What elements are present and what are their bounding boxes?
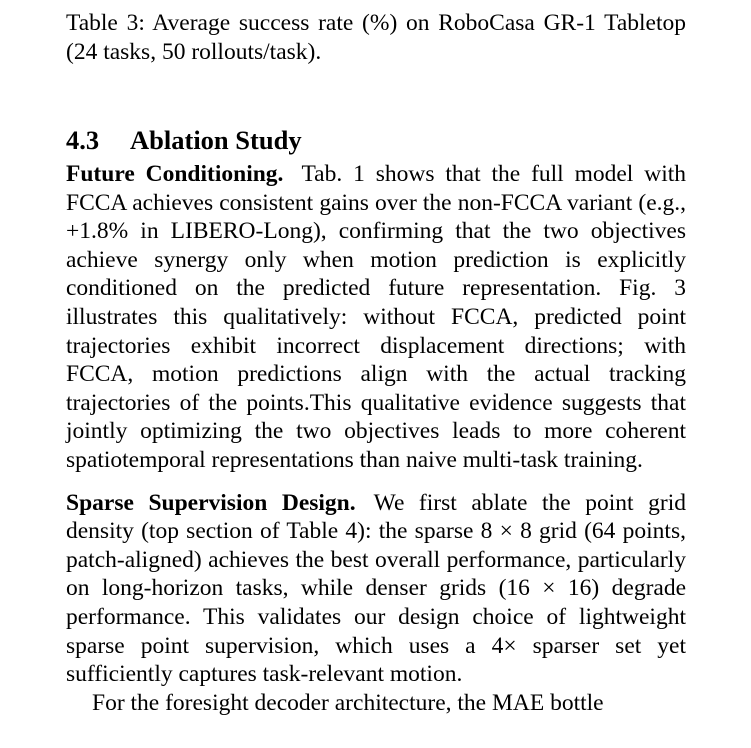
paragraph-text: For the foresight decoder architecture, the MAE bottle bbox=[92, 689, 604, 716]
paragraph-text: We first ablate the point grid density (top section of Table 4): the sparse 8 × 8 grid (64 points, patch-aligned) achieves the best overall performance, particularly on long-horizon tasks, while denser grids (16 × 16) degrade performance. This validates our design choice of lightweight sparse point supervision, which uses a 4× sparser set yet sufficiently captures task-relevant motion. bbox=[66, 489, 686, 688]
paper-page bbox=[66, 9, 686, 717]
section-heading bbox=[66, 124, 686, 156]
paragraph-decoder-architecture bbox=[66, 689, 686, 718]
paragraph-future-conditioning bbox=[66, 160, 686, 475]
paragraph-heading: Future Conditioning. bbox=[66, 161, 284, 187]
paragraph-text: Tab. 1 shows that the full model with FCCA achieves consistent gains over the non-FCCA variant (e.g., +1.8% in LIBERO-Long), confirming that the two objectives achieve synergy only when motion prediction is explicitly conditioned on the predicted future representation. Fig. 3 illustrates this qualitatively: without FCCA, predicted point trajectories exhibit incorrect displacement directions; with FCCA, motion predictions align with the actual tracking trajectories of the points.This qualitative evidence suggests that jointly optimizing the two objectives leads to more coherent spatiotemporal representations than naive multi-task training. bbox=[66, 161, 686, 473]
section-title: Ablation Study bbox=[130, 125, 302, 155]
section-number: 4.3 bbox=[66, 125, 100, 155]
paragraph-heading: Sparse Supervision Design. bbox=[66, 489, 356, 516]
paragraph-sparse-supervision bbox=[66, 489, 686, 689]
table-caption: Table 3: Average success rate (%) on RoboCasa GR-1 Tabletop (24 tasks, 50 rollouts/task). bbox=[66, 10, 686, 65]
